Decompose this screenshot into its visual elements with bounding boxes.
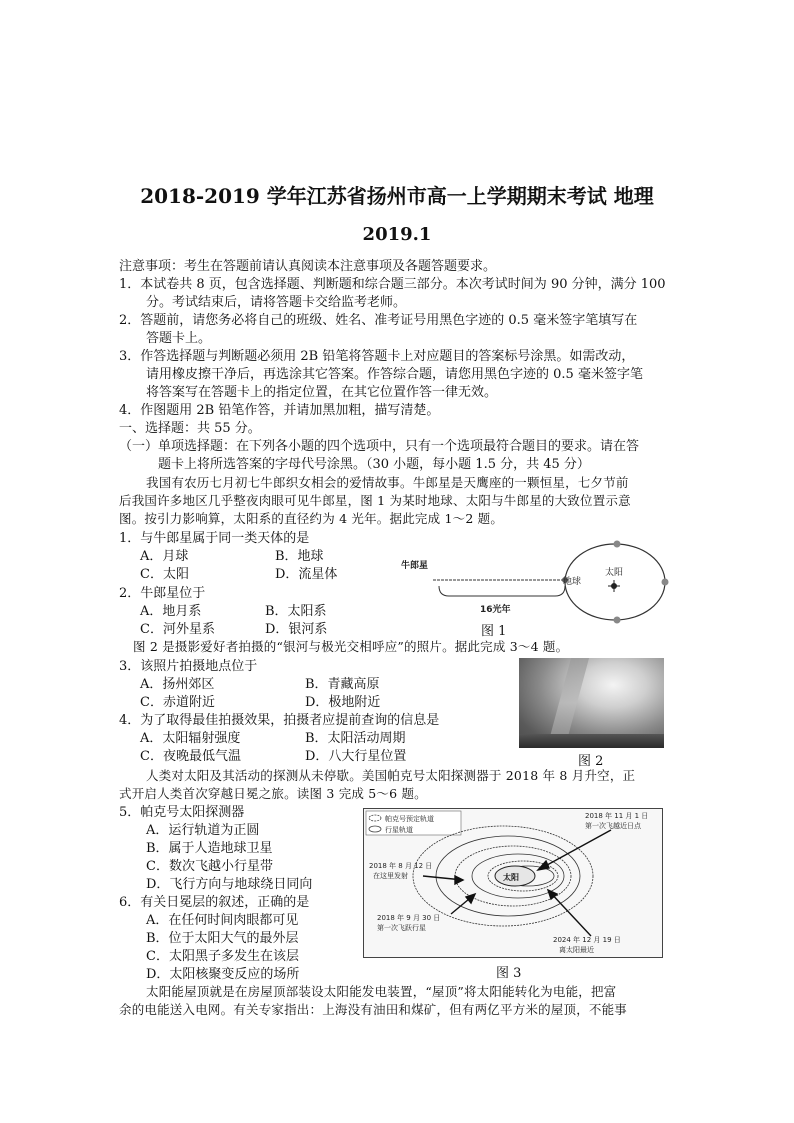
earth-label: 地球 <box>563 577 582 587</box>
niulang-label: 牛郎星 <box>401 561 429 571</box>
sun-label: 太阳 <box>605 568 624 578</box>
option: C．夜晚最低气温 <box>140 749 241 764</box>
figure-1-caption: 图 1 <box>481 624 507 639</box>
option: A．扬州郊区 <box>140 677 215 692</box>
passage-line: 后我国许多地区几乎整夜肉眼可见牛郎星，图 1 为某时地球、太阳与牛郎星的大致位置示意 <box>119 493 631 508</box>
option: A．在任何时间肉眼都可见 <box>146 913 299 928</box>
notice-line: 1．本试卷共 8 页，包含选择题、判断题和综合题三部分。本次考试时间为 90 分钟，满分 100 <box>119 277 666 292</box>
option: A．地月系 <box>140 604 202 619</box>
option: D．流星体 <box>275 567 338 582</box>
passage-line: 图。按引力影响算，太阳系的直径约为 4 光年。据此完成 1～2 题。 <box>119 511 504 526</box>
sun-icon <box>608 580 620 592</box>
option: B．位于太阳大气的最外层 <box>146 931 299 946</box>
passage-line: 余的电能送入电网。有关专家指出：上海没有油田和煤矿，但有两亿平方米的屋顶，不能事 <box>119 1002 628 1017</box>
figure-3-caption: 图 3 <box>496 966 522 981</box>
option: A．太阳辐射强度 <box>140 731 241 746</box>
figure-2-photo <box>519 658 664 748</box>
question-stem: 6．有关日冕层的叙述，正确的是 <box>119 895 310 910</box>
option: B．太阳活动周期 <box>305 731 406 746</box>
option: B．太阳系 <box>265 604 327 619</box>
distance-bracket <box>439 586 565 596</box>
question-stem: 2．牛郎星位于 <box>119 586 206 601</box>
distance-label: 16光年 <box>480 605 511 615</box>
passage-line: 人类对太阳及其活动的探测从未停歇。美国帕克号太阳探测器于 2018 年 8 月升空，正 <box>146 768 636 783</box>
notice-line: 4．作图题用 2B 铅笔作答，并请加黑加粗，描写清楚。 <box>119 403 440 418</box>
option: C．数次飞越小行星带 <box>146 859 273 874</box>
notice-line: 请用橡皮擦干净后，再选涂其它答案。作答综合题，请您用黑色字迹的 0.5 毫米签字笔 <box>146 367 643 382</box>
question-stem: 5．帕克号太阳探测器 <box>119 805 245 820</box>
orbit-dot-right <box>662 579 669 586</box>
option: A．运行轨道为正圆 <box>146 823 260 838</box>
annotation-closest-date: 2024 年 12 月 19 日 <box>553 936 621 944</box>
sun-label: 太阳 <box>503 873 519 882</box>
annotation-flyby-date: 2018 年 9 月 30 日 <box>377 914 441 922</box>
option: B．地球 <box>275 549 324 564</box>
legend-planet-orbit: 行星轨道 <box>385 826 413 834</box>
notice-line: 分。考试结束后，请将答题卡交给监考老师。 <box>146 295 407 310</box>
option: D．太阳核聚变反应的场所 <box>146 967 300 982</box>
question-stem: 3．该照片拍摄地点位于 <box>119 659 258 674</box>
passage-line: 图 2 是摄影爱好者拍摄的“银河与极光交相呼应”的照片。据此完成 3～4 题。 <box>133 639 569 654</box>
notice-line: 2．答题前，请您务必将自己的班级、姓名、准考证号用黑色字迹的 0.5 毫米签字笔填写在 <box>119 313 638 328</box>
option: C．太阳黑子多发生在该层 <box>146 949 299 964</box>
section-heading: 一、选择题：共 55 分。 <box>119 421 261 436</box>
orbit-dot-top <box>614 541 621 548</box>
notice-line: 将答案写在答题卡上的指定位置，在其它位置作答一律无效。 <box>146 385 498 400</box>
option: D．极地附近 <box>305 695 381 710</box>
orbit-dot-bottom <box>614 617 621 624</box>
option: B．青藏高原 <box>305 677 380 692</box>
annotation-launch-desc: 在这里发射 <box>373 872 408 880</box>
option: D．银河系 <box>265 622 328 637</box>
annotation-perihelion-desc: 第一次飞越近日点 <box>585 822 641 830</box>
option: A．月球 <box>140 549 189 564</box>
passage-line: 太阳能屋顶就是在房屋顶部装设太阳能发电装置，“屋顶”将太阳能转化为电能，把富 <box>146 984 617 999</box>
page-subtitle: 2019.1 <box>362 224 432 245</box>
annotation-perihelion-date: 2018 年 11 月 1 日 <box>585 812 649 820</box>
notice-head: 注意事项：考生在答题前请认真阅读本注意事项及各题答题要求。 <box>119 259 497 274</box>
notice-line: 3．作答选择题与判断题必须用 2B 铅笔将答题卡上对应题目的答案标号涂黑。如需改动， <box>119 349 635 364</box>
option: C．河外星系 <box>140 622 215 637</box>
figure-2-caption: 图 2 <box>578 754 604 769</box>
question-stem: 4．为了取得最佳拍摄效果，拍摄者应提前查询的信息是 <box>119 713 440 728</box>
notice-line: 答题卡上。 <box>146 331 212 346</box>
figure-1 <box>395 540 675 635</box>
option: C．太阳 <box>140 567 189 582</box>
figure-3 <box>363 808 663 958</box>
option: D．飞行方向与地球绕日同向 <box>146 877 313 892</box>
option: D．八大行星位置 <box>305 749 407 764</box>
annotation-closest-desc: 离太阳最近 <box>559 946 594 954</box>
annotation-launch-date: 2018 年 8 月 12 日 <box>369 862 433 870</box>
legend-probe-orbit: 帕克号预定轨道 <box>385 815 434 823</box>
option: B．属于人造地球卫星 <box>146 841 273 856</box>
part-heading: 题卡上将所选答案的字母代号涂黑。（30 小题，每小题 1.5 分，共 45 分） <box>158 457 590 472</box>
part-heading: （一）单项选择题：在下列各小题的四个选项中，只有一个选项最符合题目的要求。请在答 <box>119 439 640 454</box>
question-stem: 1．与牛郎星属于同一类天体的是 <box>119 531 310 546</box>
option: C．赤道附近 <box>140 695 215 710</box>
passage-line: 式开启人类首次穿越日冕之旅。读图 3 完成 5～6 题。 <box>119 786 427 801</box>
page-title: 2018-2019 学年江苏省扬州市高一上学期期末考试 地理 <box>140 184 654 208</box>
passage-line: 我国有农历七月初七牛郎织女相会的爱情故事。牛郎星是天鹰座的一颗恒星，七夕节前 <box>146 475 629 490</box>
annotation-flyby-desc: 第一次飞跃行星 <box>377 924 426 932</box>
